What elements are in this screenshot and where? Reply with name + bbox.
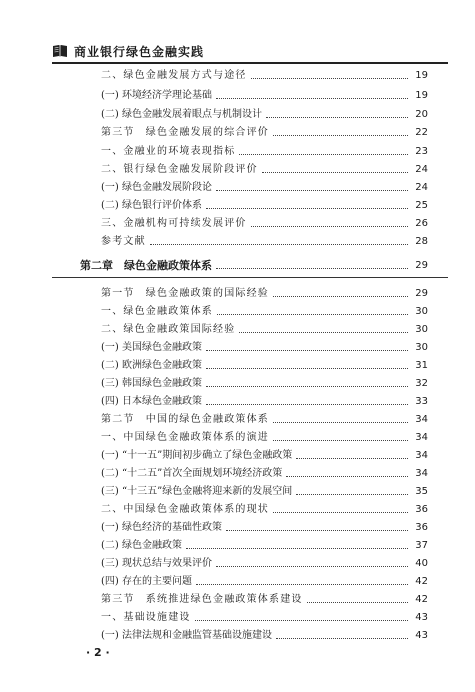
- dot-leader: [206, 404, 408, 405]
- toc-entry-page: 34: [415, 450, 428, 461]
- toc-entry-label: (一) 美国绿色金融政策: [101, 342, 202, 353]
- toc-entry[interactable]: [101, 340, 428, 356]
- toc-entry-page: 43: [415, 612, 428, 623]
- toc-entry-page: 28: [415, 236, 428, 247]
- toc-entry-label: 第二章 绿色金融政策体系: [80, 259, 212, 272]
- dot-leader: [206, 350, 408, 351]
- dot-leader: [273, 440, 408, 441]
- toc-entry[interactable]: [101, 466, 428, 482]
- toc-entry-label: 第三节 系统推进绿色金融政策体系建设: [101, 594, 303, 605]
- toc-entry-page: 29: [415, 288, 428, 299]
- dot-leader: [307, 602, 408, 603]
- toc-entry-label: (一) 绿色经济的基础性政策: [101, 522, 222, 533]
- toc-entry-label: (一) 环境经济学理论基础: [101, 90, 212, 101]
- toc-entry[interactable]: [101, 610, 428, 626]
- toc-entry-page: 35: [415, 486, 428, 497]
- toc-entry-label: 二、中国绿色金融政策体系的现状: [101, 504, 269, 515]
- toc-entry-label: (三) 韩国绿色金融政策: [101, 378, 202, 389]
- dot-leader: [195, 620, 408, 621]
- toc-entry-page: 30: [415, 342, 428, 353]
- dot-leader: [266, 117, 408, 118]
- toc-entry[interactable]: [101, 376, 428, 392]
- toc-entry-page: 37: [415, 540, 428, 551]
- dot-leader: [216, 190, 408, 191]
- dot-leader: [226, 530, 408, 531]
- toc-entry-page: 36: [415, 522, 428, 533]
- dot-leader: [286, 476, 408, 477]
- toc-entry-page: 36: [415, 504, 428, 515]
- toc-entry[interactable]: [101, 358, 428, 374]
- toc-entry[interactable]: [101, 198, 428, 214]
- toc-entry-label: (二) 绿色银行评价体系: [101, 200, 202, 211]
- toc-entry[interactable]: [101, 628, 428, 644]
- toc-entry-page: 40: [415, 558, 428, 569]
- toc-entry-label: (一) 绿色金融发展阶段论: [101, 182, 212, 193]
- dot-leader: [216, 566, 408, 567]
- toc-entry[interactable]: [101, 304, 428, 320]
- dot-leader: [239, 332, 408, 333]
- toc-entry[interactable]: [101, 538, 428, 554]
- toc-entry[interactable]: [101, 520, 428, 536]
- toc-entry[interactable]: [101, 556, 428, 572]
- dot-leader: [262, 172, 408, 173]
- toc-entry-label: (四) 存在的主要问题: [101, 576, 192, 587]
- dot-leader: [216, 98, 408, 99]
- dot-leader: [273, 135, 408, 136]
- dot-leader: [239, 154, 408, 155]
- toc-entry-label: 三、金融机构可持续发展评价: [101, 218, 247, 229]
- toc-entry-page: 34: [415, 468, 428, 479]
- toc-entry-page: 29: [415, 260, 428, 271]
- running-header: [52, 40, 204, 62]
- toc-entry-label: 参考文献: [101, 236, 146, 247]
- dot-leader: [296, 458, 408, 459]
- toc-entry[interactable]: [101, 216, 428, 232]
- toc-entry-label: (二) “十二五”首次全面规划环境经济政策: [101, 468, 283, 479]
- toc-entry[interactable]: [101, 107, 428, 123]
- toc-entry-page: 23: [415, 146, 428, 157]
- toc-entry-label: (二) 欧洲绿色金融政策: [101, 360, 202, 371]
- toc-entry[interactable]: [101, 448, 428, 464]
- toc-entry-page: 22: [415, 127, 428, 138]
- dot-leader: [206, 368, 408, 369]
- toc-entry-label: 一、中国绿色金融政策体系的演进: [101, 432, 269, 443]
- toc-entry-label: 二、绿色金融政策国际经验: [101, 324, 236, 335]
- toc-entry-page: 34: [415, 432, 428, 443]
- toc-entry[interactable]: [101, 286, 428, 302]
- toc-entry-label: 第二节 中国的绿色金融政策体系: [101, 414, 269, 425]
- toc-entry[interactable]: [101, 412, 428, 428]
- dot-leader: [251, 226, 408, 227]
- dot-leader: [196, 584, 408, 585]
- toc-entry-page: 43: [415, 630, 428, 641]
- toc-entry-page: 30: [415, 306, 428, 317]
- toc-entry-page: 25: [415, 200, 428, 211]
- dot-leader: [296, 494, 408, 495]
- toc-entry-label: 二、绿色金融发展方式与途径: [101, 70, 247, 81]
- toc-entry-page: 34: [415, 414, 428, 425]
- toc-entry-page: 20: [415, 109, 428, 120]
- toc-entry[interactable]: [101, 234, 428, 250]
- dot-leader: [186, 548, 408, 549]
- dot-leader: [150, 244, 408, 245]
- toc-chapter-entry[interactable]: [80, 258, 428, 274]
- toc-entry-page: 24: [415, 182, 428, 193]
- dot-leader: [217, 314, 408, 315]
- toc-entry[interactable]: [101, 592, 428, 608]
- dot-leader: [251, 78, 408, 79]
- dot-leader: [273, 296, 408, 297]
- book-title: 商业银行绿色金融实践: [74, 44, 205, 59]
- toc-entry[interactable]: [101, 574, 428, 590]
- toc-entry-label: (一) “十一五”期间初步确立了绿色金融政策: [101, 450, 293, 461]
- toc-entry-page: 30: [415, 324, 428, 335]
- toc-entry-label: (一) 法律法规和金融监管基础设施建设: [101, 630, 272, 641]
- dot-leader: [273, 512, 408, 513]
- toc-entry[interactable]: [101, 162, 428, 178]
- toc-entry-page: 31: [415, 360, 428, 371]
- toc-entry-label: 一、基础设施建设: [101, 612, 191, 623]
- toc-entry-label: (二) 绿色金融发展着眼点与机制设计: [101, 109, 262, 120]
- toc-entry-label: (四) 日本绿色金融政策: [101, 396, 202, 407]
- toc-entry[interactable]: [101, 144, 428, 160]
- dot-leader: [206, 386, 408, 387]
- toc-entry-page: 24: [415, 164, 428, 175]
- toc-entry-label: (三) 现状总结与效果评价: [101, 558, 212, 569]
- toc-entry-label: 一、金融业的环境表现指标: [101, 146, 236, 157]
- toc-entry-page: 32: [415, 378, 428, 389]
- dot-leader: [273, 422, 408, 423]
- toc-entry-page: 42: [415, 594, 428, 605]
- toc-entry[interactable]: [101, 180, 428, 196]
- toc-entry[interactable]: [101, 484, 428, 500]
- toc-entry-page: 19: [415, 90, 428, 101]
- toc-entry[interactable]: [101, 125, 428, 141]
- toc-entry-page: 26: [415, 218, 428, 229]
- dot-leader: [276, 638, 408, 639]
- toc-entry[interactable]: [101, 502, 428, 518]
- chapter-rule: [52, 277, 448, 278]
- book-icon: [52, 43, 68, 59]
- dot-leader: [206, 208, 408, 209]
- toc-entry-label: 第一节 绿色金融政策的国际经验: [101, 288, 269, 299]
- toc-entry-page: 33: [415, 396, 428, 407]
- toc-entry[interactable]: [101, 88, 428, 104]
- toc-entry-label: 二、银行绿色金融发展阶段评价: [101, 164, 258, 175]
- toc-entry-page: 19: [415, 70, 428, 81]
- toc-entry[interactable]: [101, 430, 428, 446]
- page-number: · 2 ·: [86, 646, 110, 659]
- toc-entry-label: (二) 绿色金融政策: [101, 540, 182, 551]
- toc-entry-label: 第三节 绿色金融发展的综合评价: [101, 127, 269, 138]
- toc-entry[interactable]: [101, 68, 428, 84]
- toc-entry-label: (三) “十三五”绿色金融将迎来新的发展空间: [101, 486, 293, 497]
- toc-entry[interactable]: [101, 394, 428, 410]
- toc-entry[interactable]: [101, 322, 428, 338]
- toc-entry-label: 一、绿色金融政策体系: [101, 306, 213, 317]
- dot-leader: [216, 268, 408, 269]
- toc-entry-page: 42: [415, 576, 428, 587]
- header-rule: [52, 62, 448, 64]
